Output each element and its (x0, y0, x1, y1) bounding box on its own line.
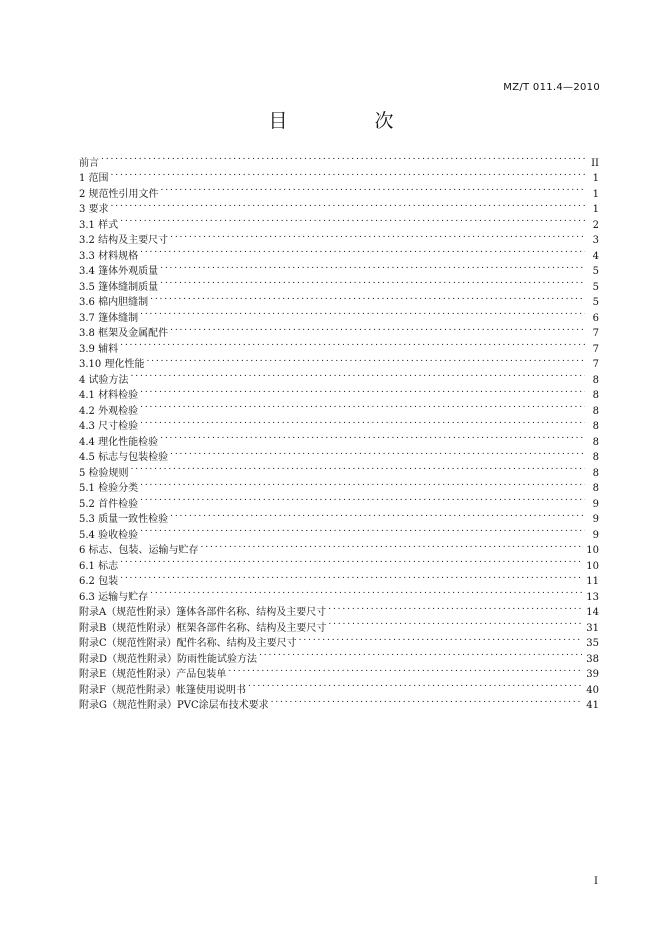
toc-dot-leader (140, 305, 585, 321)
toc-dot-leader (161, 181, 585, 197)
toc-entry-label: 3.2 结构及主要尺寸 (79, 235, 169, 246)
toc-entry-page: 5 (592, 266, 599, 277)
toc-entry-page: 2 (592, 219, 599, 231)
toc-entry-label: 6.3 运输与贮存 (79, 591, 149, 603)
toc-entry-page: 4 (592, 250, 599, 262)
toc-entry[interactable] (79, 507, 599, 523)
toc-entry[interactable] (79, 414, 599, 430)
toc-entry-label: 5.3 质量一致性检验 (79, 514, 169, 525)
page-number: I (594, 876, 598, 887)
toc-entry-page: 5 (592, 297, 599, 308)
toc-entry-page: 41 (586, 700, 599, 711)
toc-dot-leader (259, 646, 582, 662)
toc-entry-label: 4 试验方法 (79, 374, 129, 386)
toc-entry-page: 7 (592, 359, 599, 370)
toc-entry-label: 4.3 尺寸检验 (79, 421, 139, 432)
toc-entry[interactable] (79, 259, 599, 275)
toc-entry-label: 5 检验规则 (79, 467, 129, 479)
toc-entry[interactable] (79, 305, 599, 324)
toc-entry[interactable] (79, 243, 599, 262)
toc-entry-label: 附录D（规范性附录）防雨性能试验方法 (79, 653, 258, 665)
toc-entry[interactable] (79, 476, 599, 492)
toc-entry-page: 1 (592, 188, 599, 200)
toc-entry-label: 3.9 辅料 (79, 343, 119, 355)
toc-entry-label: 3 要求 (79, 204, 109, 215)
toc-dot-leader (170, 228, 585, 244)
toc-entry-label: 6 标志、包装、运输与贮存 (79, 545, 199, 556)
toc-entry-label: 3.1 样式 (79, 219, 119, 231)
toc-entry-label: 附录A（规范性附录）篷体各部件名称、结构及主要尺寸 (79, 607, 327, 618)
toc-dot-leader (150, 584, 582, 600)
toc-entry-page: 1 (592, 173, 599, 184)
toc-dot-leader (120, 336, 585, 352)
toc-dot-leader (140, 491, 585, 507)
toc-dot-leader (271, 693, 583, 709)
toc-dot-leader (131, 460, 585, 476)
toc-dot-leader (170, 321, 585, 337)
toc-entry-label: 5.2 首件检验 (79, 498, 139, 510)
toc-entry-page: 7 (592, 328, 599, 339)
toc-dot-leader (140, 383, 585, 399)
toc-entry-label: 附录G（规范性附录）PVC涂层布技术要求 (79, 700, 269, 711)
toc-entry-page: 8 (592, 467, 599, 479)
toc-entry-page: 31 (586, 622, 599, 634)
toc-dot-leader (299, 631, 583, 647)
table-of-contents (79, 150, 599, 711)
toc-dot-leader (160, 429, 585, 445)
toc-dot-leader (170, 507, 585, 523)
toc-entry-label: 4.4 理化性能检验 (79, 436, 159, 448)
toc-dot-leader (120, 553, 582, 569)
toc-entry-page: 8 (592, 452, 599, 463)
toc-entry[interactable] (79, 522, 599, 541)
toc-entry[interactable] (79, 321, 599, 337)
toc-entry-label: 3.6 棉内胆缝制 (79, 297, 149, 308)
toc-dot-leader (140, 522, 585, 538)
toc-entry-label: 2 规范性引用文件 (79, 188, 159, 200)
toc-dot-leader (140, 398, 585, 414)
toc-entry-page: 9 (592, 514, 599, 525)
toc-entry-page: 7 (592, 343, 599, 355)
toc-entry-page: 8 (592, 483, 599, 494)
toc-entry[interactable] (79, 290, 599, 306)
toc-entry-label: 4.5 标志与包装检验 (79, 452, 169, 463)
toc-entry-page: 39 (586, 669, 599, 680)
toc-dot-leader (328, 600, 582, 616)
toc-entry[interactable] (79, 228, 599, 244)
toc-entry[interactable] (79, 600, 599, 616)
toc-dot-leader (160, 274, 585, 290)
toc-entry-page: 11 (586, 576, 599, 587)
toc-entry[interactable] (79, 336, 599, 355)
toc-entry[interactable] (79, 181, 599, 200)
toc-dot-leader (111, 197, 585, 213)
toc-entry-page: 9 (592, 529, 599, 541)
toc-entry-page: 38 (586, 653, 599, 665)
page-title: 目 次 (268, 110, 428, 132)
toc-entry[interactable] (79, 166, 599, 182)
toc-entry-page: II (591, 157, 599, 169)
toc-entry-page: 13 (586, 591, 599, 603)
toc-entry-label: 1 范围 (79, 173, 109, 184)
toc-entry-label: 附录F（规范性附录）帐篷使用说明书 (79, 684, 246, 696)
toc-entry-label: 4.1 材料检验 (79, 390, 139, 401)
toc-entry[interactable] (79, 569, 599, 585)
toc-entry-label: 6.1 标志 (79, 560, 119, 572)
toc-entry-page: 10 (586, 560, 599, 572)
toc-dot-leader (228, 662, 582, 678)
toc-entry-label: 6.2 包装 (79, 576, 119, 587)
toc-dot-leader (131, 367, 585, 383)
toc-entry-label: 3.4 篷体外观质量 (79, 266, 159, 277)
toc-entry-page: 5 (592, 281, 599, 293)
toc-entry[interactable] (79, 584, 599, 603)
toc-entry[interactable] (79, 197, 599, 213)
toc-entry[interactable] (79, 367, 599, 386)
toc-entry-label: 3.7 篷体缝制 (79, 312, 139, 324)
toc-dot-leader (111, 166, 585, 182)
toc-entry-label: 3.5 篷体缝制质量 (79, 281, 159, 293)
toc-dot-leader (248, 677, 582, 693)
toc-entry-label: 前言 (79, 157, 99, 169)
toc-entry[interactable] (79, 538, 599, 554)
toc-dot-leader (150, 290, 585, 306)
toc-entry-page: 8 (592, 374, 599, 386)
toc-dot-leader (160, 259, 585, 275)
toc-entry[interactable] (79, 429, 599, 448)
toc-entry-label: 附录C（规范性附录）配件名称、结构及主要尺寸 (79, 638, 297, 649)
toc-entry-page: 40 (586, 684, 599, 696)
toc-entry[interactable] (79, 150, 599, 169)
standard-code: MZ/T 011.4—2010 (503, 82, 600, 93)
toc-entry-page: 10 (586, 545, 599, 556)
toc-entry-label: 5.1 检验分类 (79, 483, 139, 494)
toc-entry-page: 14 (586, 607, 599, 618)
toc-entry[interactable] (79, 398, 599, 417)
toc-entry-page: 8 (592, 390, 599, 401)
toc-entry-page: 8 (592, 436, 599, 448)
toc-entry-page: 8 (592, 421, 599, 432)
toc-entry[interactable] (79, 491, 599, 510)
toc-entry-label: 3.3 材料规格 (79, 250, 139, 262)
toc-entry-page: 35 (586, 638, 599, 649)
toc-entry[interactable] (79, 553, 599, 572)
toc-entry-label: 附录E（规范性附录）产品包装单 (79, 669, 227, 680)
toc-entry-page: 8 (592, 405, 599, 417)
toc-entry-label: 附录B（规范性附录）框架各部件名称、结构及主要尺寸 (79, 622, 327, 634)
toc-entry[interactable] (79, 383, 599, 399)
toc-entry-page: 1 (592, 204, 599, 215)
toc-entry-page: 9 (592, 498, 599, 510)
toc-dot-leader (328, 615, 582, 631)
toc-entry[interactable] (79, 352, 599, 368)
toc-dot-leader (170, 445, 585, 461)
toc-entry-label: 4.2 外观检验 (79, 405, 139, 417)
toc-dot-leader (140, 414, 585, 430)
toc-entry[interactable] (79, 212, 599, 231)
toc-dot-leader (120, 212, 585, 228)
toc-entry-label: 5.4 验收检验 (79, 529, 139, 541)
toc-dot-leader (101, 150, 585, 166)
toc-entry-label: 3.10 理化性能 (79, 359, 145, 370)
toc-entry-page: 6 (592, 312, 599, 324)
toc-dot-leader (140, 243, 585, 259)
toc-dot-leader (146, 352, 585, 368)
toc-dot-leader (201, 538, 583, 554)
toc-entry[interactable] (79, 460, 599, 479)
toc-dot-leader (140, 476, 585, 492)
toc-entry-label: 3.8 框架及金属配件 (79, 328, 169, 339)
toc-dot-leader (120, 569, 582, 585)
toc-entry-page: 3 (592, 235, 599, 246)
